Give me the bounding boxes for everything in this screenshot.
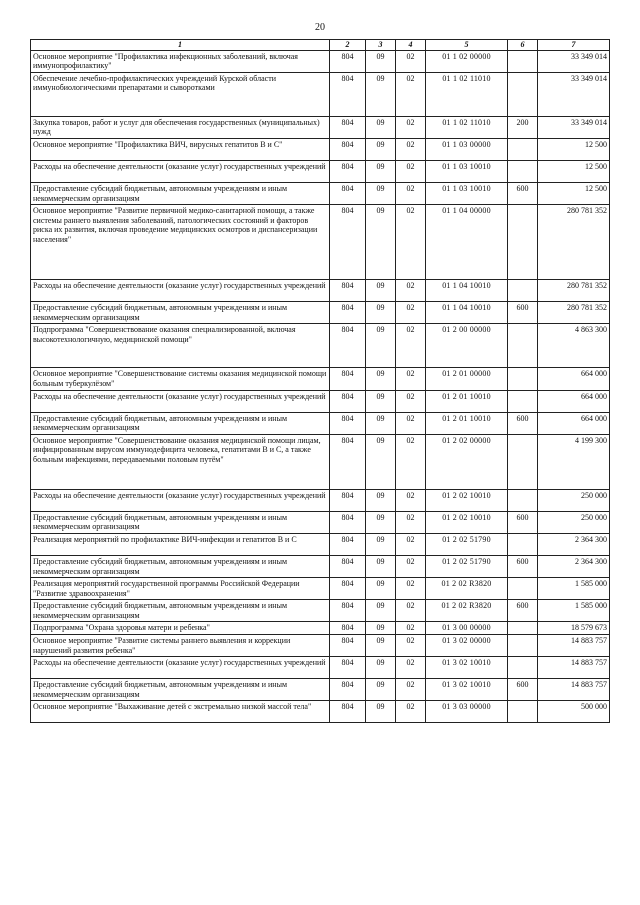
table-row bbox=[31, 280, 610, 302]
expense-type-cell: 600 bbox=[508, 412, 538, 434]
expense-type-cell: 600 bbox=[508, 511, 538, 533]
row-name-cell: Расходы на обеспечение деятельности (оказание услуг) государственных учреждений bbox=[31, 160, 330, 182]
row-name-cell: Подпрограмма "Охрана здоровья матери и ребенка" bbox=[31, 622, 330, 635]
table-row bbox=[31, 390, 610, 412]
ministry-code-cell: 804 bbox=[330, 368, 366, 390]
section-code-cell: 09 bbox=[366, 434, 396, 489]
target-article-cell: 01 3 02 10010 bbox=[426, 679, 508, 701]
expense-type-cell bbox=[508, 701, 538, 723]
expense-type-cell bbox=[508, 280, 538, 302]
expense-type-cell bbox=[508, 390, 538, 412]
section-code-cell: 09 bbox=[366, 489, 396, 511]
target-article-cell: 01 1 03 10010 bbox=[426, 182, 508, 204]
expense-type-cell bbox=[508, 368, 538, 390]
column-header: 2 bbox=[330, 40, 366, 51]
target-article-cell: 01 2 00 00000 bbox=[426, 324, 508, 368]
expense-type-cell: 600 bbox=[508, 182, 538, 204]
row-name-cell: Основное мероприятие "Развитие системы раннего выявления и коррекции нарушений развития ребенка" bbox=[31, 635, 330, 657]
expense-type-cell bbox=[508, 434, 538, 489]
amount-cell: 33 349 014 bbox=[538, 50, 610, 72]
table-row bbox=[31, 302, 610, 324]
table-row bbox=[31, 578, 610, 600]
section-code-cell: 09 bbox=[366, 205, 396, 280]
column-header: 1 bbox=[31, 40, 330, 51]
amount-cell: 14 883 757 bbox=[538, 657, 610, 679]
subsection-code-cell: 02 bbox=[396, 600, 426, 622]
ministry-code-cell: 804 bbox=[330, 72, 366, 116]
target-article-cell: 01 2 02 10010 bbox=[426, 489, 508, 511]
row-name-cell: Расходы на обеспечение деятельности (оказание услуг) государственных учреждений bbox=[31, 489, 330, 511]
expense-type-cell: 600 bbox=[508, 555, 538, 577]
amount-cell: 2 364 300 bbox=[538, 555, 610, 577]
amount-cell: 664 000 bbox=[538, 390, 610, 412]
table-row bbox=[31, 635, 610, 657]
target-article-cell: 01 3 02 00000 bbox=[426, 635, 508, 657]
table-row bbox=[31, 600, 610, 622]
section-code-cell: 09 bbox=[366, 72, 396, 116]
section-code-cell: 09 bbox=[366, 657, 396, 679]
section-code-cell: 09 bbox=[366, 390, 396, 412]
expense-type-cell: 600 bbox=[508, 302, 538, 324]
amount-cell: 664 000 bbox=[538, 412, 610, 434]
target-article-cell: 01 1 02 00000 bbox=[426, 50, 508, 72]
row-name-cell: Предоставление субсидий бюджетным, автономным учреждениям и иным некоммерческим организациям bbox=[31, 679, 330, 701]
row-name-cell: Предоставление субсидий бюджетным, автономным учреждениям и иным некоммерческим организациям bbox=[31, 511, 330, 533]
section-code-cell: 09 bbox=[366, 324, 396, 368]
row-name-cell: Реализация мероприятий государственной программы Российской Федерации "Развитие здравоохранения" bbox=[31, 578, 330, 600]
amount-cell: 250 000 bbox=[538, 511, 610, 533]
expense-type-cell bbox=[508, 324, 538, 368]
subsection-code-cell: 02 bbox=[396, 622, 426, 635]
amount-cell: 500 000 bbox=[538, 701, 610, 723]
amount-cell: 4 863 300 bbox=[538, 324, 610, 368]
row-name-cell: Основное мероприятие "Совершенствование оказания медицинской помощи лицам, инфицированным вирусом иммунодефицита человека, гепатитами В и С, а также больным инфекциями, передаваемыми половым путём" bbox=[31, 434, 330, 489]
subsection-code-cell: 02 bbox=[396, 160, 426, 182]
target-article-cell: 01 2 01 10010 bbox=[426, 412, 508, 434]
ministry-code-cell: 804 bbox=[330, 302, 366, 324]
ministry-code-cell: 804 bbox=[330, 412, 366, 434]
ministry-code-cell: 804 bbox=[330, 701, 366, 723]
ministry-code-cell: 804 bbox=[330, 50, 366, 72]
target-article-cell: 01 1 03 10010 bbox=[426, 160, 508, 182]
page-number: 20 bbox=[315, 22, 325, 33]
subsection-code-cell: 02 bbox=[396, 701, 426, 723]
expense-type-cell: 200 bbox=[508, 116, 538, 138]
column-header: 4 bbox=[396, 40, 426, 51]
ministry-code-cell: 804 bbox=[330, 434, 366, 489]
expense-type-cell bbox=[508, 205, 538, 280]
column-header: 7 bbox=[538, 40, 610, 51]
subsection-code-cell: 02 bbox=[396, 138, 426, 160]
expense-type-cell bbox=[508, 50, 538, 72]
subsection-code-cell: 02 bbox=[396, 657, 426, 679]
ministry-code-cell: 804 bbox=[330, 205, 366, 280]
ministry-code-cell: 804 bbox=[330, 390, 366, 412]
expense-type-cell: 600 bbox=[508, 600, 538, 622]
target-article-cell: 01 2 02 R3820 bbox=[426, 578, 508, 600]
section-code-cell: 09 bbox=[366, 600, 396, 622]
target-article-cell: 01 2 02 51790 bbox=[426, 555, 508, 577]
amount-cell: 14 883 757 bbox=[538, 679, 610, 701]
amount-cell: 664 000 bbox=[538, 368, 610, 390]
column-header: 5 bbox=[426, 40, 508, 51]
ministry-code-cell: 804 bbox=[330, 533, 366, 555]
table-row bbox=[31, 489, 610, 511]
expense-type-cell bbox=[508, 578, 538, 600]
ministry-code-cell: 804 bbox=[330, 324, 366, 368]
amount-cell: 12 500 bbox=[538, 138, 610, 160]
section-code-cell: 09 bbox=[366, 368, 396, 390]
subsection-code-cell: 02 bbox=[396, 182, 426, 204]
section-code-cell: 09 bbox=[366, 533, 396, 555]
target-article-cell: 01 3 00 00000 bbox=[426, 622, 508, 635]
ministry-code-cell: 804 bbox=[330, 138, 366, 160]
subsection-code-cell: 02 bbox=[396, 72, 426, 116]
table-row bbox=[31, 205, 610, 280]
section-code-cell: 09 bbox=[366, 555, 396, 577]
subsection-code-cell: 02 bbox=[396, 412, 426, 434]
subsection-code-cell: 02 bbox=[396, 390, 426, 412]
table-row bbox=[31, 116, 610, 138]
target-article-cell: 01 3 03 00000 bbox=[426, 701, 508, 723]
row-name-cell: Расходы на обеспечение деятельности (оказание услуг) государственных учреждений bbox=[31, 280, 330, 302]
section-code-cell: 09 bbox=[366, 511, 396, 533]
section-code-cell: 09 bbox=[366, 578, 396, 600]
row-name-cell: Предоставление субсидий бюджетным, автономным учреждениям и иным некоммерческим организациям bbox=[31, 600, 330, 622]
ministry-code-cell: 804 bbox=[330, 600, 366, 622]
ministry-code-cell: 804 bbox=[330, 280, 366, 302]
expense-type-cell bbox=[508, 72, 538, 116]
row-name-cell: Основное мероприятие "Совершенствование системы оказания медицинской помощи больным туберкулёзом" bbox=[31, 368, 330, 390]
target-article-cell: 01 2 02 00000 bbox=[426, 434, 508, 489]
expense-type-cell bbox=[508, 533, 538, 555]
target-article-cell: 01 3 02 10010 bbox=[426, 657, 508, 679]
amount-cell: 250 000 bbox=[538, 489, 610, 511]
column-header: 6 bbox=[508, 40, 538, 51]
ministry-code-cell: 804 bbox=[330, 511, 366, 533]
table-row bbox=[31, 368, 610, 390]
ministry-code-cell: 804 bbox=[330, 657, 366, 679]
table-row bbox=[31, 434, 610, 489]
expense-type-cell bbox=[508, 160, 538, 182]
ministry-code-cell: 804 bbox=[330, 160, 366, 182]
table-row bbox=[31, 622, 610, 635]
row-name-cell: Предоставление субсидий бюджетным, автономным учреждениям и иным некоммерческим организациям bbox=[31, 555, 330, 577]
row-name-cell: Предоставление субсидий бюджетным, автономным учреждениям и иным некоммерческим организациям bbox=[31, 412, 330, 434]
subsection-code-cell: 02 bbox=[396, 635, 426, 657]
table-row bbox=[31, 138, 610, 160]
row-name-cell: Расходы на обеспечение деятельности (оказание услуг) государственных учреждений bbox=[31, 390, 330, 412]
ministry-code-cell: 804 bbox=[330, 635, 366, 657]
subsection-code-cell: 02 bbox=[396, 679, 426, 701]
table-header-row bbox=[31, 40, 610, 51]
subsection-code-cell: 02 bbox=[396, 368, 426, 390]
subsection-code-cell: 02 bbox=[396, 533, 426, 555]
target-article-cell: 01 2 01 10010 bbox=[426, 390, 508, 412]
target-article-cell: 01 1 02 11010 bbox=[426, 116, 508, 138]
target-article-cell: 01 1 03 00000 bbox=[426, 138, 508, 160]
subsection-code-cell: 02 bbox=[396, 578, 426, 600]
amount-cell: 12 500 bbox=[538, 182, 610, 204]
section-code-cell: 09 bbox=[366, 160, 396, 182]
table-row bbox=[31, 555, 610, 577]
amount-cell: 280 781 352 bbox=[538, 280, 610, 302]
amount-cell: 14 883 757 bbox=[538, 635, 610, 657]
column-header: 3 bbox=[366, 40, 396, 51]
section-code-cell: 09 bbox=[366, 182, 396, 204]
expense-type-cell bbox=[508, 622, 538, 635]
target-article-cell: 01 2 02 10010 bbox=[426, 511, 508, 533]
table-row bbox=[31, 511, 610, 533]
amount-cell: 4 199 300 bbox=[538, 434, 610, 489]
row-name-cell: Обеспечение лечебно-профилактических учреждений Курской области иммунобиологическими препаратами и сыворотками bbox=[31, 72, 330, 116]
amount-cell: 280 781 352 bbox=[538, 302, 610, 324]
expense-type-cell bbox=[508, 657, 538, 679]
section-code-cell: 09 bbox=[366, 635, 396, 657]
table-row bbox=[31, 50, 610, 72]
ministry-code-cell: 804 bbox=[330, 182, 366, 204]
ministry-code-cell: 804 bbox=[330, 489, 366, 511]
amount-cell: 18 579 673 bbox=[538, 622, 610, 635]
table-row bbox=[31, 182, 610, 204]
section-code-cell: 09 bbox=[366, 412, 396, 434]
ministry-code-cell: 804 bbox=[330, 578, 366, 600]
row-name-cell: Основное мероприятие "Выхаживание детей с экстремально низкой массой тела" bbox=[31, 701, 330, 723]
subsection-code-cell: 02 bbox=[396, 555, 426, 577]
expense-type-cell bbox=[508, 489, 538, 511]
row-name-cell: Предоставление субсидий бюджетным, автономным учреждениям и иным некоммерческим организациям bbox=[31, 302, 330, 324]
subsection-code-cell: 02 bbox=[396, 205, 426, 280]
ministry-code-cell: 804 bbox=[330, 622, 366, 635]
subsection-code-cell: 02 bbox=[396, 116, 426, 138]
amount-cell: 280 781 352 bbox=[538, 205, 610, 280]
section-code-cell: 09 bbox=[366, 302, 396, 324]
ministry-code-cell: 804 bbox=[330, 116, 366, 138]
table-row bbox=[31, 160, 610, 182]
table-row bbox=[31, 412, 610, 434]
amount-cell: 1 585 000 bbox=[538, 600, 610, 622]
table-row bbox=[31, 679, 610, 701]
amount-cell: 33 349 014 bbox=[538, 72, 610, 116]
target-article-cell: 01 2 01 00000 bbox=[426, 368, 508, 390]
subsection-code-cell: 02 bbox=[396, 280, 426, 302]
expense-type-cell: 600 bbox=[508, 679, 538, 701]
subsection-code-cell: 02 bbox=[396, 302, 426, 324]
subsection-code-cell: 02 bbox=[396, 50, 426, 72]
row-name-cell: Реализация мероприятий по профилактике ВИЧ-инфекции и гепатитов В и С bbox=[31, 533, 330, 555]
table-row bbox=[31, 72, 610, 116]
table-row bbox=[31, 324, 610, 368]
row-name-cell: Расходы на обеспечение деятельности (оказание услуг) государственных учреждений bbox=[31, 657, 330, 679]
section-code-cell: 09 bbox=[366, 50, 396, 72]
table-row bbox=[31, 701, 610, 723]
target-article-cell: 01 2 02 51790 bbox=[426, 533, 508, 555]
ministry-code-cell: 804 bbox=[330, 679, 366, 701]
expense-type-cell bbox=[508, 635, 538, 657]
subsection-code-cell: 02 bbox=[396, 489, 426, 511]
row-name-cell: Основное мероприятие "Профилактика ВИЧ, вирусных гепатитов В и С" bbox=[31, 138, 330, 160]
amount-cell: 1 585 000 bbox=[538, 578, 610, 600]
subsection-code-cell: 02 bbox=[396, 434, 426, 489]
row-name-cell: Предоставление субсидий бюджетным, автономным учреждениям и иным некоммерческим организациям bbox=[31, 182, 330, 204]
target-article-cell: 01 1 04 00000 bbox=[426, 205, 508, 280]
target-article-cell: 01 2 02 R3820 bbox=[426, 600, 508, 622]
expense-type-cell bbox=[508, 138, 538, 160]
section-code-cell: 09 bbox=[366, 679, 396, 701]
target-article-cell: 01 1 04 10010 bbox=[426, 302, 508, 324]
row-name-cell: Подпрограмма "Совершенствование оказания специализированной, включая высокотехнологичную, медицинской помощи" bbox=[31, 324, 330, 368]
section-code-cell: 09 bbox=[366, 701, 396, 723]
subsection-code-cell: 02 bbox=[396, 324, 426, 368]
table-row bbox=[31, 657, 610, 679]
row-name-cell: Основное мероприятие "Профилактика инфекционных заболеваний, включая иммунопрофилактику" bbox=[31, 50, 330, 72]
target-article-cell: 01 1 04 10010 bbox=[426, 280, 508, 302]
amount-cell: 12 500 bbox=[538, 160, 610, 182]
amount-cell: 33 349 014 bbox=[538, 116, 610, 138]
table-row bbox=[31, 533, 610, 555]
subsection-code-cell: 02 bbox=[396, 511, 426, 533]
amount-cell: 2 364 300 bbox=[538, 533, 610, 555]
target-article-cell: 01 1 02 11010 bbox=[426, 72, 508, 116]
row-name-cell: Закупка товаров, работ и услуг для обеспечения государственных (муниципальных) нужд bbox=[31, 116, 330, 138]
row-name-cell: Основное мероприятие "Развитие первичной медико-санитарной помощи, а также системы раннего выявления заболеваний, патологических состояний и факторов риска их развития, включая проведение медицинских осмотров и диспансеризации населения" bbox=[31, 205, 330, 280]
section-code-cell: 09 bbox=[366, 622, 396, 635]
section-code-cell: 09 bbox=[366, 138, 396, 160]
ministry-code-cell: 804 bbox=[330, 555, 366, 577]
section-code-cell: 09 bbox=[366, 280, 396, 302]
budget-table bbox=[30, 39, 610, 723]
section-code-cell: 09 bbox=[366, 116, 396, 138]
